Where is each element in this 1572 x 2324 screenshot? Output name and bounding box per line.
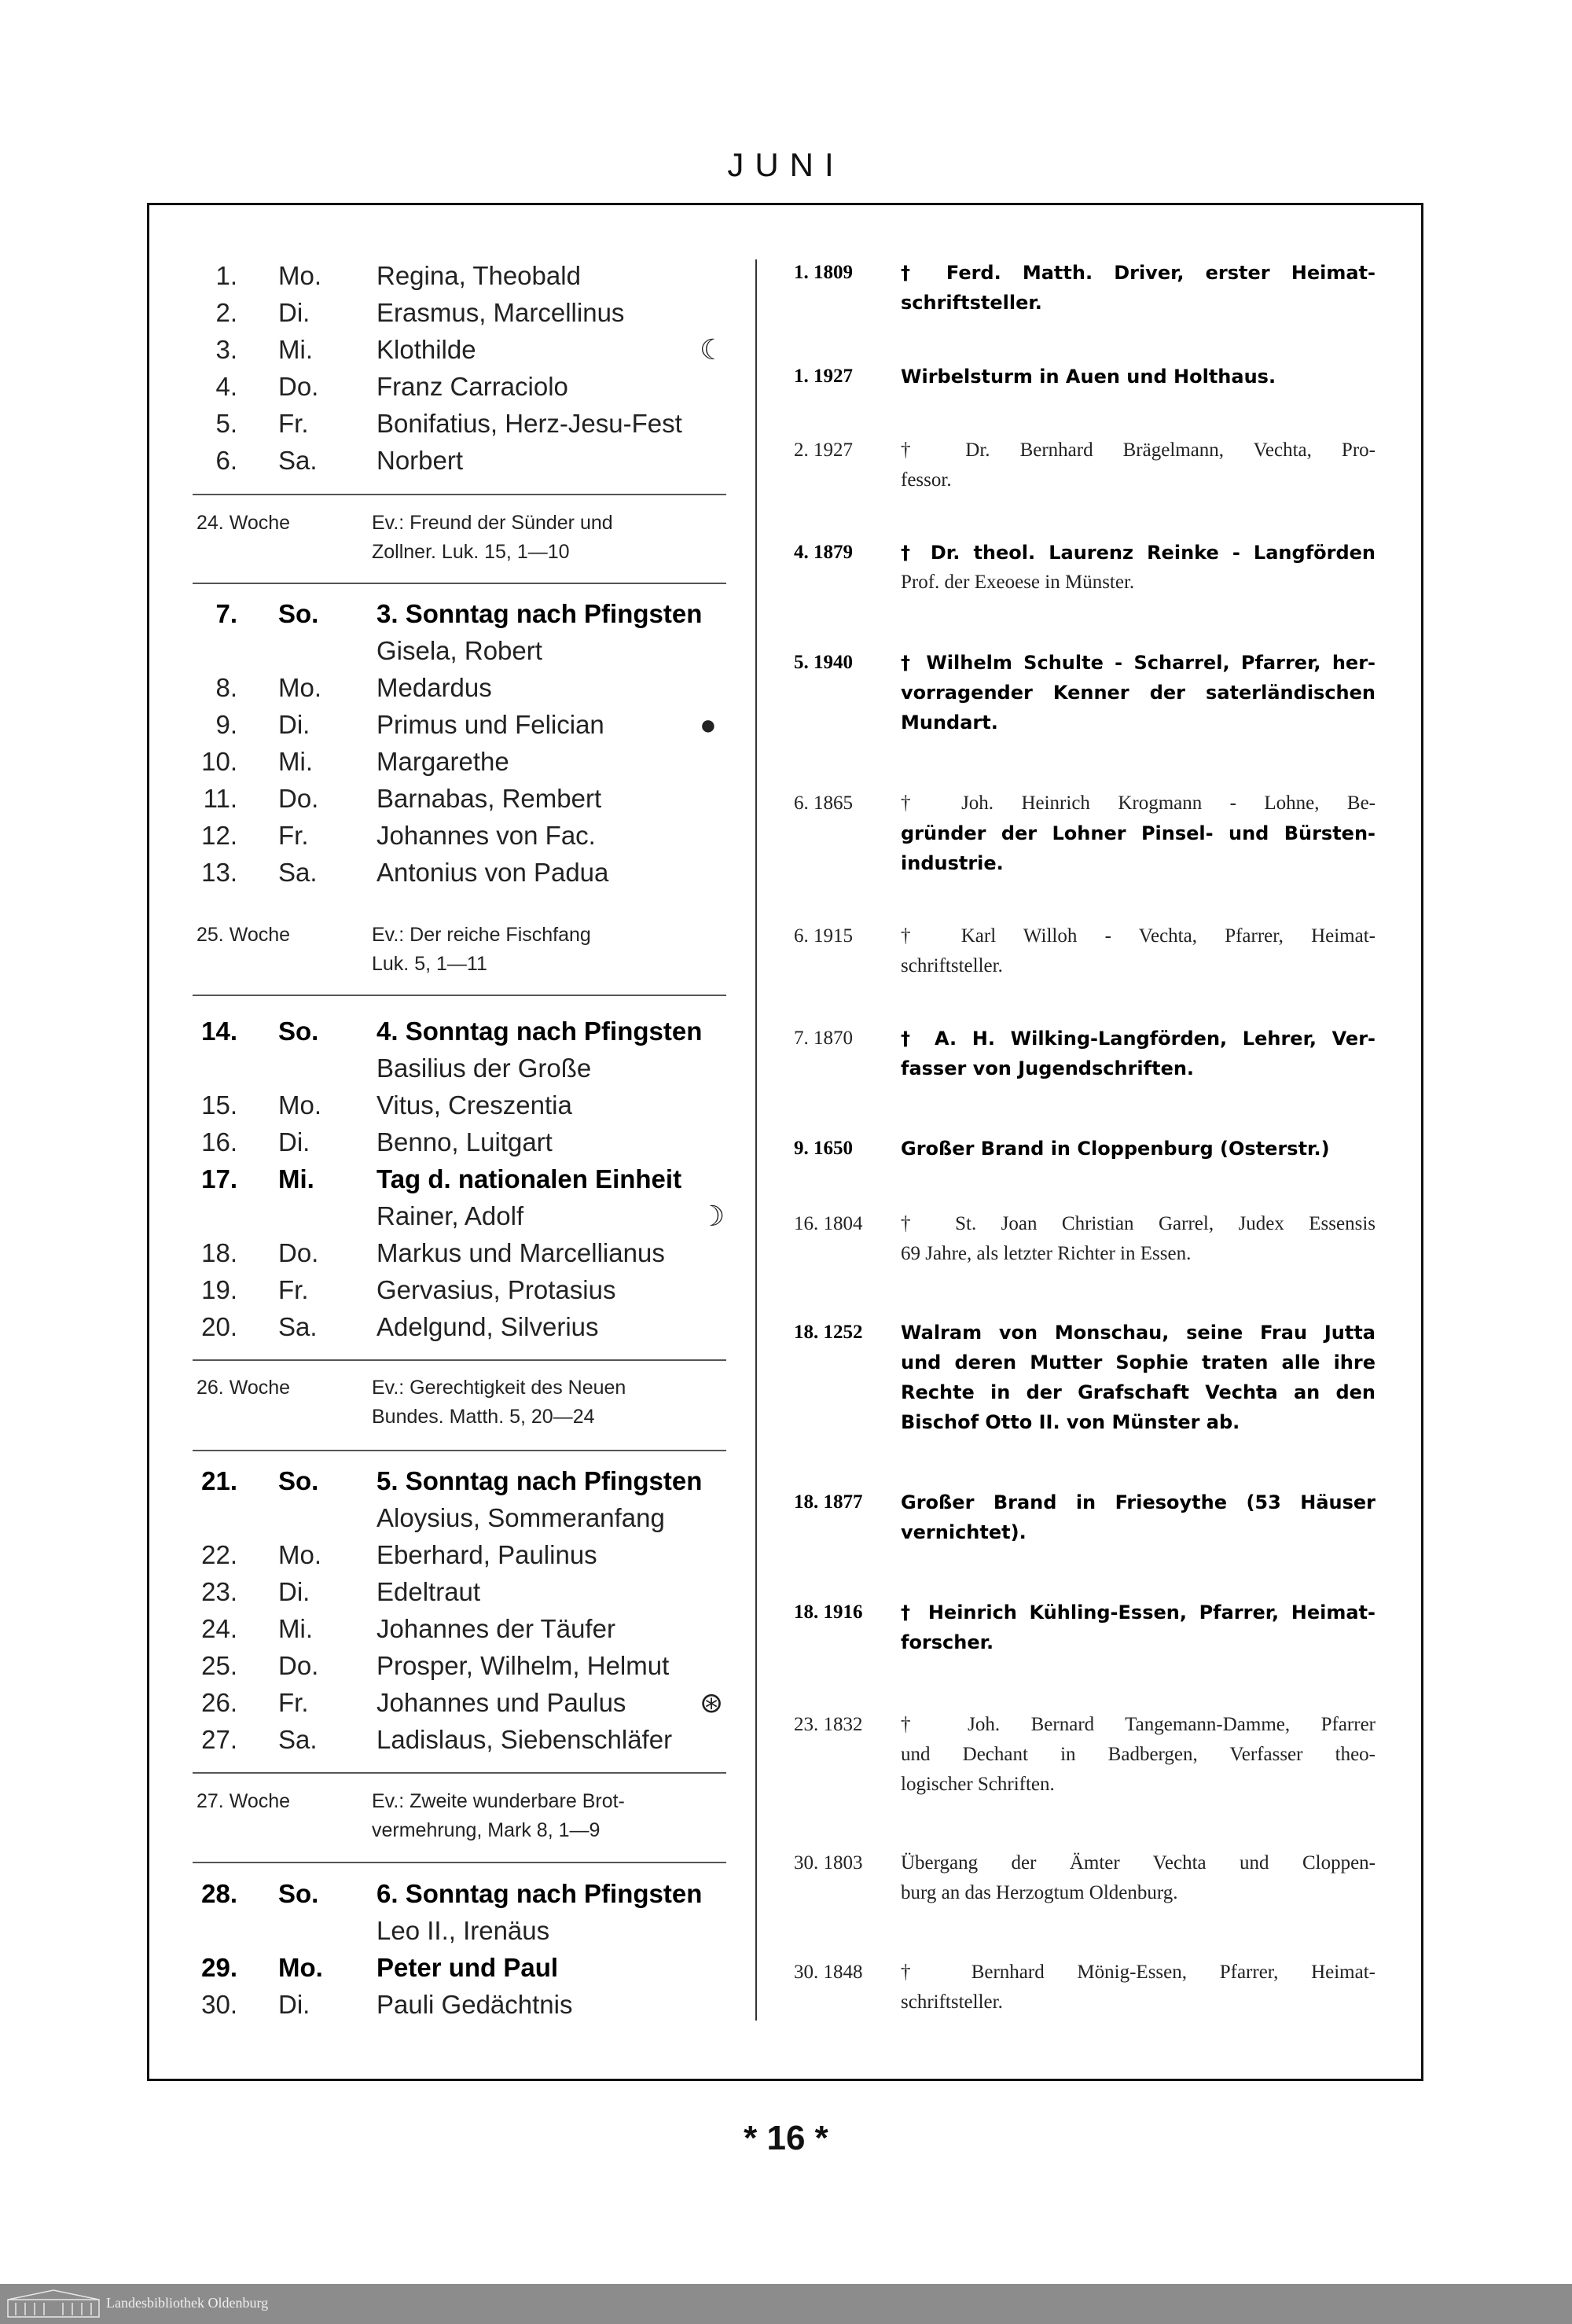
entry-line: vorragender Kenner der saterländischen: [901, 682, 1376, 704]
day-number: 18.: [201, 1238, 237, 1267]
entry-text: [901, 1958, 1376, 2017]
saint-name: Franz Carraciolo: [376, 372, 568, 401]
weekday: Di.: [278, 1990, 310, 2019]
day-row: [181, 854, 731, 891]
weekday: Mo.: [278, 1953, 323, 1982]
day-group: [181, 1013, 731, 1345]
day-row: [181, 780, 731, 817]
day-number: 10.: [201, 747, 237, 776]
weekday: Do.: [278, 1238, 319, 1267]
day-number: 14.: [201, 1017, 237, 1046]
entry-line: schriftsteller.: [901, 1991, 1003, 2013]
day-row: [181, 257, 731, 294]
saint-name: Adelgund, Silverius: [376, 1312, 599, 1341]
full-moon-icon: ●: [700, 708, 717, 741]
day-row: [181, 595, 731, 632]
entry-line: † Joh. Bernard Tangemann-Damme, Pfarrer: [901, 1714, 1376, 1735]
column-divider: [755, 259, 757, 2021]
saint-name: Antonius von Padua: [376, 858, 609, 887]
saint-name: Edeltraut: [376, 1577, 481, 1606]
day-row: [181, 1647, 731, 1684]
entry-text: [901, 1487, 1376, 1547]
day-number: 2.: [215, 298, 237, 327]
day-row: [181, 1160, 731, 1197]
weekday: Do.: [278, 372, 319, 401]
saint-name: Vitus, Creszentia: [376, 1090, 572, 1120]
entry-date: 18. 1916: [794, 1601, 863, 1623]
entry-line: schriftsteller.: [901, 955, 1003, 976]
day-number: 23.: [201, 1577, 237, 1606]
day-row: [181, 1013, 731, 1050]
day-number: 6.: [215, 446, 237, 475]
entry-date: 6. 1915: [794, 925, 853, 947]
saint-name: Basilius der Große: [376, 1054, 592, 1083]
gospel-line: vermehrung, Mark 8, 1—9: [372, 1819, 601, 1841]
saint-name: Medardus: [376, 673, 492, 702]
history-entry: [794, 1848, 1376, 1908]
entry-text: [901, 1710, 1376, 1800]
day-number: 4.: [215, 372, 237, 401]
weekday: Mi.: [278, 1614, 313, 1643]
day-row: [181, 1949, 731, 1986]
gospel-line: Ev.: Freund der Sünder und: [372, 512, 613, 534]
weekday: Sa.: [278, 446, 318, 475]
saint-name: Johannes der Täufer: [376, 1614, 615, 1643]
day-number: 22.: [201, 1540, 237, 1569]
day-row: [181, 331, 731, 368]
history-entry: [794, 1487, 1376, 1547]
weekday: Do.: [278, 1651, 319, 1680]
day-number: 20.: [201, 1312, 237, 1341]
separator-line: [193, 583, 726, 584]
entry-date: 5. 1940: [794, 652, 853, 673]
entry-line: † Ferd. Matth. Driver, erster Heimat-: [901, 262, 1376, 284]
day-group: [181, 257, 731, 479]
day-number: 8.: [215, 673, 237, 702]
weekday: So.: [278, 1017, 319, 1046]
day-group: [181, 1875, 731, 2023]
page-number: * 16 *: [744, 2119, 828, 2157]
entry-line: Prof. der Exeoese in Münster.: [901, 572, 1135, 593]
entry-line: † Joh. Heinrich Krogmann - Lohne, Be-: [901, 792, 1376, 814]
entry-line: logischer Schriften.: [901, 1774, 1055, 1795]
day-row: [181, 1197, 731, 1234]
saint-name: Barnabas, Rembert: [376, 784, 602, 813]
saint-name: Bonifatius, Herz-Jesu-Fest: [376, 409, 682, 438]
weekday: Mo.: [278, 261, 322, 290]
day-row: [181, 1234, 731, 1271]
history-entry: [794, 436, 1376, 495]
day-number: 19.: [201, 1275, 237, 1304]
saint-name: Primus und Felician: [376, 710, 604, 739]
entry-date: 18. 1877: [794, 1491, 863, 1513]
day-row: [181, 1684, 731, 1721]
week-label: 27. Woche: [196, 1790, 291, 1812]
history-entry: [794, 1024, 1376, 1083]
saint-name: Leo II., Irenäus: [376, 1916, 550, 1945]
day-row: [181, 1499, 731, 1536]
day-number: 7.: [215, 599, 237, 628]
entry-line: † Karl Willoh - Vechta, Pfarrer, Heimat-: [901, 925, 1376, 947]
library-footer-bar: [0, 2284, 1572, 2324]
entry-line: † A. H. Wilking-Langförden, Lehrer, Ver-: [901, 1028, 1376, 1050]
separator-line: [193, 1359, 726, 1361]
day-row: [181, 1721, 731, 1758]
day-row: [181, 1050, 731, 1087]
day-number: 16.: [201, 1127, 237, 1156]
entry-date: 9. 1650: [794, 1138, 853, 1159]
saint-name: Johannes und Paulus: [376, 1688, 626, 1717]
day-number: 28.: [201, 1879, 237, 1908]
entry-date: 30. 1803: [794, 1852, 863, 1874]
weekday: Di.: [278, 710, 310, 739]
waxing-moon-icon: ☽: [700, 1200, 725, 1232]
weekday: Fr.: [278, 821, 309, 850]
saint-name: Rainer, Adolf: [376, 1201, 524, 1230]
day-number: 3.: [215, 335, 237, 364]
waning-moon-icon: ☾: [700, 333, 725, 366]
day-number: 13.: [201, 858, 237, 887]
saint-name: Erasmus, Marcellinus: [376, 298, 625, 327]
entry-date: 1. 1927: [794, 366, 853, 387]
entry-text: [901, 1134, 1376, 1164]
entry-date: 23. 1832: [794, 1714, 863, 1735]
saint-name: Pauli Gedächtnis: [376, 1990, 573, 2019]
saint-name: Markus und Marcellianus: [376, 1238, 665, 1267]
saint-name: Eberhard, Paulinus: [376, 1540, 597, 1569]
separator-line: [193, 1772, 726, 1774]
day-row: [181, 405, 731, 442]
entry-line: Übergang der Ämter Vechta und Cloppen-: [901, 1852, 1376, 1874]
entry-line: und Dechant in Badbergen, Verfasser theo-: [901, 1744, 1376, 1765]
weekday: Mi.: [278, 335, 313, 364]
entry-text: [901, 538, 1376, 598]
gospel-line: Bundes. Matth. 5, 20—24: [372, 1406, 595, 1428]
saint-name: Regina, Theobald: [376, 261, 581, 290]
week-label: 26. Woche: [196, 1377, 291, 1399]
day-number: 27.: [201, 1725, 237, 1754]
saint-name: Klothilde: [376, 335, 476, 364]
gospel-line: Luk. 5, 1—11: [372, 953, 487, 975]
weekday: Mo.: [278, 1090, 322, 1120]
day-number: 9.: [215, 710, 237, 739]
separator-line: [193, 1450, 726, 1451]
weekday: Di.: [278, 298, 310, 327]
weekday: Sa.: [278, 1725, 318, 1754]
day-row: [181, 1986, 731, 2023]
history-entry: [794, 648, 1376, 737]
history-entry: [794, 921, 1376, 981]
gospel-line: Ev.: Der reiche Fischfang: [372, 924, 591, 946]
saint-name: Johannes von Fac.: [376, 821, 596, 850]
entry-text: [901, 789, 1376, 878]
day-row: [181, 632, 731, 669]
weekday: Mi.: [278, 747, 313, 776]
weekday: So.: [278, 1879, 319, 1908]
day-group: [181, 595, 731, 891]
day-group: [181, 1462, 731, 1758]
day-row: [181, 669, 731, 706]
day-number: 1.: [215, 261, 237, 290]
entry-line: Bischof Otto II. von Münster ab.: [901, 1411, 1240, 1433]
entry-line: † Bernhard Mönig-Essen, Pfarrer, Heimat-: [901, 1962, 1376, 1983]
history-entry: [794, 1710, 1376, 1800]
weekday: Fr.: [278, 409, 309, 438]
month-title: JUNI: [727, 146, 845, 183]
weekday: Do.: [278, 784, 319, 813]
day-row: [181, 1087, 731, 1123]
separator-line: [193, 494, 726, 495]
entry-text: [901, 362, 1376, 392]
entry-line: Großer Brand in Cloppenburg (Osterstr.): [901, 1138, 1330, 1160]
saint-name: Gervasius, Protasius: [376, 1275, 616, 1304]
history-entry: [794, 1318, 1376, 1437]
weekday: Mi.: [278, 1164, 314, 1193]
saint-name: 6. Sonntag nach Pfingsten: [376, 1879, 703, 1908]
entry-date: 18. 1252: [794, 1322, 863, 1343]
history-entry: [794, 789, 1376, 878]
day-number: 17.: [201, 1164, 237, 1193]
week-label: 25. Woche: [196, 924, 291, 946]
entry-line: † St. Joan Christian Garrel, Judex Essensis: [901, 1213, 1376, 1234]
day-number: 24.: [201, 1614, 237, 1643]
saint-name: Prosper, Wilhelm, Helmut: [376, 1651, 670, 1680]
entry-line: gründer der Lohner Pinsel- und Bürsten-: [901, 822, 1376, 844]
entry-date: 7. 1870: [794, 1028, 853, 1049]
entry-text: [901, 1598, 1376, 1657]
day-row: [181, 368, 731, 405]
weekday: Mo.: [278, 673, 322, 702]
day-row: [181, 706, 731, 743]
entry-date: 4. 1879: [794, 542, 853, 563]
entry-text: [901, 1848, 1376, 1908]
entry-line: Walram von Monschau, seine Frau Jutta: [901, 1322, 1376, 1344]
day-row: [181, 1123, 731, 1160]
day-row: [181, 1912, 731, 1949]
separator-line: [193, 1862, 726, 1863]
entry-line: burg an das Herzogtum Oldenburg.: [901, 1882, 1178, 1903]
entry-text: [901, 1318, 1376, 1437]
weekday: Sa.: [278, 1312, 318, 1341]
entry-line: fasser von Jugendschriften.: [901, 1057, 1195, 1079]
history-entry: [794, 1598, 1376, 1657]
entry-line: forscher.: [901, 1631, 994, 1653]
saint-name: Peter und Paul: [376, 1953, 559, 1982]
day-row: [181, 1536, 731, 1573]
new-moon-icon: ⊛: [700, 1686, 724, 1719]
entry-line: † Dr. Bernhard Brägelmann, Vechta, Pro-: [901, 439, 1376, 461]
entry-line: † Wilhelm Schulte - Scharrel, Pfarrer, her-: [901, 652, 1376, 674]
saint-name: 5. Sonntag nach Pfingsten: [376, 1466, 703, 1495]
saint-name: Aloysius, Sommeranfang: [376, 1503, 665, 1532]
saint-name: Tag d. nationalen Einheit: [376, 1164, 682, 1193]
day-row: [181, 294, 731, 331]
entry-line: 69 Jahre, als letzter Richter in Essen.: [901, 1243, 1192, 1264]
day-row: [181, 817, 731, 854]
library-building-logo: [6, 2289, 101, 2318]
day-row: [181, 1271, 731, 1308]
day-row: [181, 1573, 731, 1610]
gospel-line: Ev.: Gerechtigkeit des Neuen: [372, 1377, 626, 1399]
saint-name: Margarethe: [376, 747, 509, 776]
entry-text: [901, 258, 1376, 318]
entry-line: schriftsteller.: [901, 292, 1042, 314]
history-entry: [794, 538, 1376, 598]
day-number: 11.: [203, 784, 237, 813]
entry-line: und deren Mutter Sophie traten alle ihre: [901, 1351, 1376, 1373]
entry-text: [901, 1024, 1376, 1083]
saint-name: Ladislaus, Siebenschläfer: [376, 1725, 673, 1754]
weekday: Di.: [278, 1127, 310, 1156]
entry-date: 16. 1804: [794, 1213, 863, 1234]
day-number: 5.: [215, 409, 237, 438]
weekday: Fr.: [278, 1275, 309, 1304]
weekday: Sa.: [278, 858, 318, 887]
saint-name: 4. Sonntag nach Pfingsten: [376, 1017, 703, 1046]
entry-text: [901, 436, 1376, 495]
day-row: [181, 442, 731, 479]
weekday: Di.: [278, 1577, 310, 1606]
day-number: 30.: [201, 1990, 237, 2019]
entry-date: 1. 1809: [794, 262, 853, 283]
entry-text: [901, 1209, 1376, 1269]
entry-date: 2. 1927: [794, 439, 853, 461]
day-number: 15.: [201, 1090, 237, 1120]
day-row: [181, 1308, 731, 1345]
library-name: Landesbibliothek Oldenburg: [106, 2295, 269, 2311]
history-entry: [794, 258, 1376, 318]
gospel-line: Zollner. Luk. 15, 1—10: [372, 541, 570, 563]
entry-line: fessor.: [901, 469, 952, 491]
day-number: 25.: [201, 1651, 237, 1680]
entry-line: Wirbelsturm in Auen und Holthaus.: [901, 366, 1276, 388]
entry-line: † Heinrich Kühling-Essen, Pfarrer, Heimat-: [901, 1601, 1376, 1623]
saint-name: Gisela, Robert: [376, 636, 542, 665]
entry-line: Großer Brand in Friesoythe (53 Häuser: [901, 1491, 1376, 1513]
day-number: 29.: [201, 1953, 237, 1982]
day-row: [181, 1610, 731, 1647]
day-number: 12.: [201, 821, 237, 850]
day-number: 21.: [201, 1466, 237, 1495]
day-number: 26.: [201, 1688, 237, 1717]
history-entry: [794, 1209, 1376, 1269]
history-entry: [794, 362, 1376, 392]
entry-line: Mundart.: [901, 712, 998, 734]
separator-line: [193, 995, 726, 996]
history-entry: [794, 1958, 1376, 2017]
entry-text: [901, 648, 1376, 737]
entry-date: 30. 1848: [794, 1962, 863, 1983]
weekday: So.: [278, 1466, 319, 1495]
entry-line: † Dr. theol. Laurenz Reinke - Langförden: [901, 542, 1376, 564]
entry-line: Rechte in der Grafschaft Vechta an den: [901, 1381, 1376, 1403]
entry-line: vernichtet).: [901, 1521, 1027, 1543]
saint-name: 3. Sonntag nach Pfingsten: [376, 599, 703, 628]
day-row: [181, 1462, 731, 1499]
entry-date: 6. 1865: [794, 792, 853, 814]
weekday: Mo.: [278, 1540, 322, 1569]
entry-text: [901, 921, 1376, 981]
weekday: So.: [278, 599, 319, 628]
day-row: [181, 1875, 731, 1912]
saint-name: Benno, Luitgart: [376, 1127, 553, 1156]
week-label: 24. Woche: [196, 512, 291, 534]
gospel-line: Ev.: Zweite wunderbare Brot-: [372, 1790, 625, 1812]
history-entry: [794, 1134, 1376, 1164]
day-row: [181, 743, 731, 780]
saint-name: Norbert: [376, 446, 464, 475]
entry-line: industrie.: [901, 852, 1004, 874]
weekday: Fr.: [278, 1688, 309, 1717]
